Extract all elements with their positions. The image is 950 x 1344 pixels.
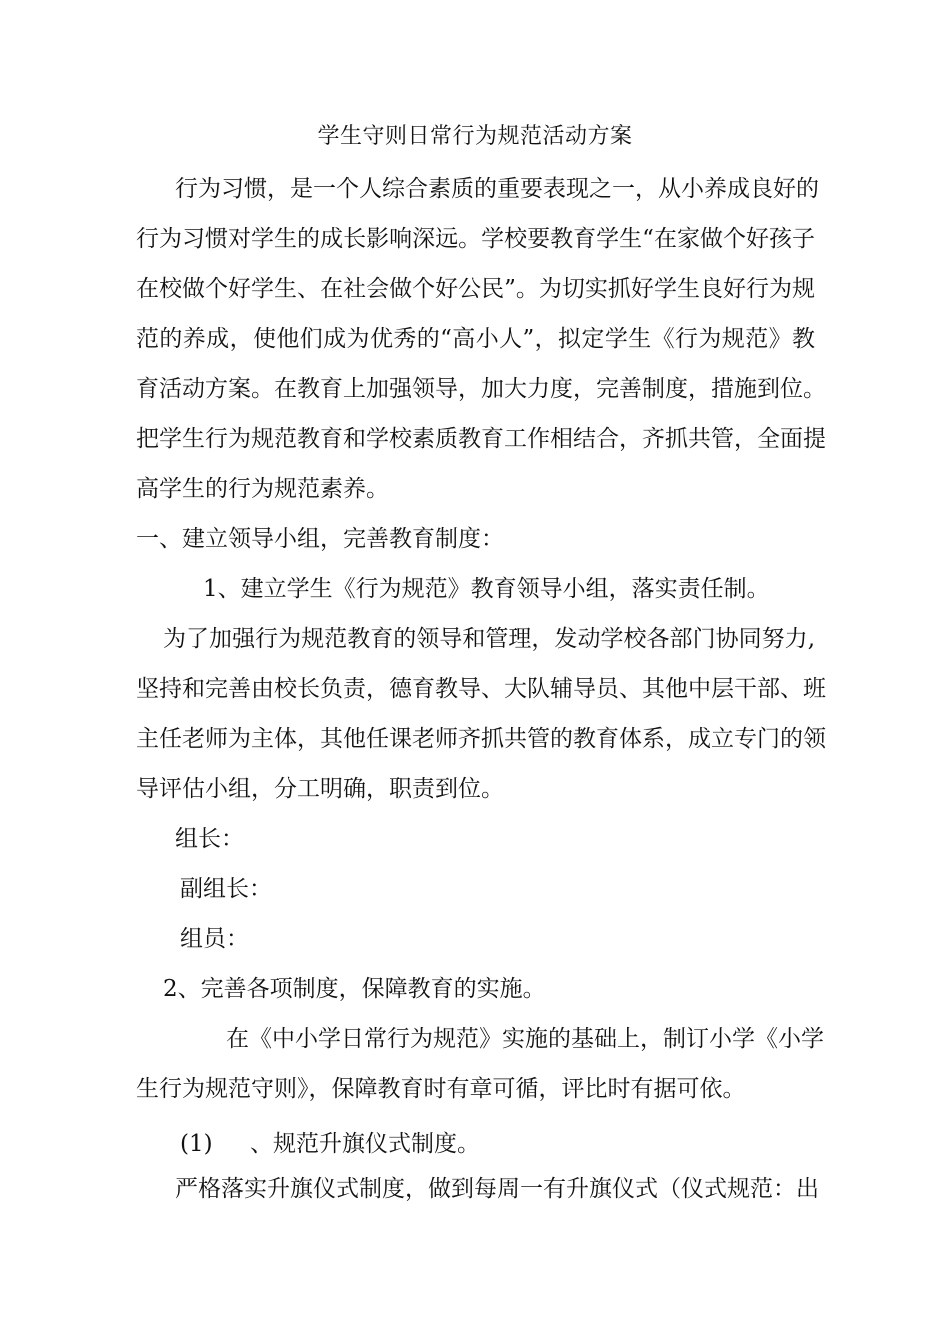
sub1-text: 、规范升旗仪式制度。 [250, 1131, 480, 1157]
intro-line-1: 行为习惯，是一个人综合素质的重要表现之一，从小养成良好的 [175, 176, 819, 202]
item2-body-line-2: 生行为规范守则》，保障教育时有章可循，评比时有据可依。 [136, 1076, 746, 1102]
item1-body-line-2: 坚持和完善由校长负责，德育教导、大队辅导员、其他中层干部、班 [136, 676, 826, 702]
item2-heading: 2、完善各项制度，保障教育的实施。 [163, 976, 546, 1002]
sub1-body-line: 严格落实升旗仪式制度，做到每周一有升旗仪式（仪式规范：出 [175, 1176, 819, 1202]
document-title: 学生守则日常行为规范活动方案 [317, 124, 633, 149]
sub1-heading [180, 1127, 480, 1161]
vice-leader-label: 副组长： [180, 876, 272, 902]
leader-label: 组长： [175, 826, 244, 852]
member-label: 组员： [180, 926, 249, 952]
item1-heading: 1、建立学生《行为规范》教育领导小组，落实责任制。 [203, 576, 770, 602]
intro-line-5: 育活动方案。在教育上加强领导，加大力度，完善制度，措施到位。 [136, 376, 826, 402]
item1-body-line-3: 主任老师为主体，其他任课老师齐抓共管的教育体系，成立专门的领 [136, 726, 826, 752]
item2-body-line-1: 在《中小学日常行为规范》实施的基础上，制订小学《小学 [226, 1026, 824, 1052]
item1-body-line-4: 导评估小组，分工明确，职责到位。 [136, 776, 504, 802]
intro-line-4: 范的养成，使他们成为优秀的“高小人”，拟定学生《行为规范》教 [136, 326, 815, 352]
intro-line-6: 把学生行为规范教育和学校素质教育工作相结合，齐抓共管，全面提 [136, 426, 826, 452]
intro-line-2: 行为习惯对学生的成长影响深远。学校要教育学生“在家做个好孩子 [136, 226, 815, 252]
intro-line-3: 在校做个好学生、在社会做个好公民”。为切实抓好学生良好行为规 [136, 276, 815, 302]
sub1-number: (1) [180, 1131, 213, 1157]
section1-heading: 一、建立领导小组，完善教育制度： [136, 526, 504, 552]
intro-line-7: 高学生的行为规范素养。 [136, 476, 389, 502]
item1-body-line-1: 为了加强行为规范教育的领导和管理，发动学校各部门协同努力, [163, 626, 815, 652]
